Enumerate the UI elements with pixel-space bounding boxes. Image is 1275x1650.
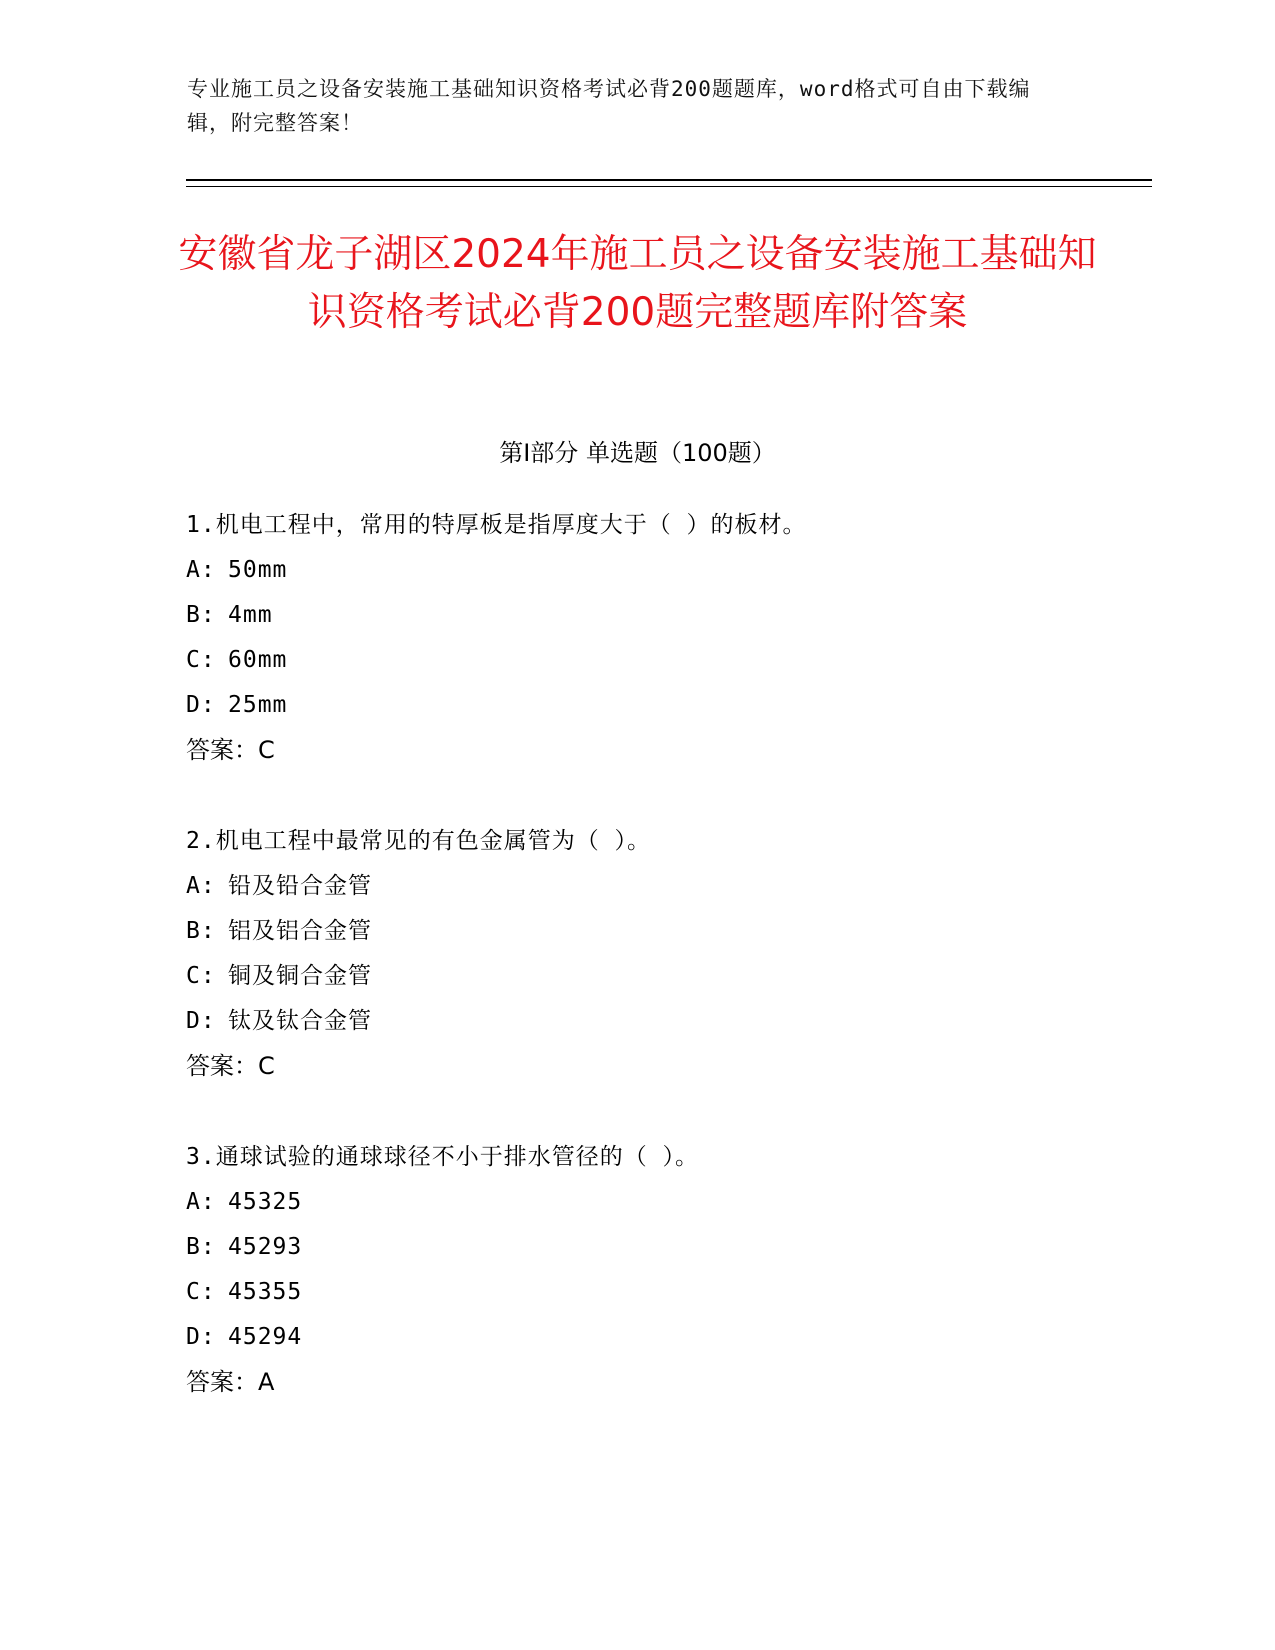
question-2 bbox=[186, 819, 1146, 1089]
option-text: 钛及钛合金管 bbox=[228, 1008, 372, 1034]
question-3 bbox=[186, 1135, 1146, 1405]
option-a bbox=[186, 864, 1146, 909]
option-text: 25mm bbox=[228, 692, 288, 718]
header-divider-thick bbox=[186, 179, 1152, 181]
document-title: 安徽省龙子湖区2024年施工员之设备安装施工基础知识资格考试必背200题完整题库附答案 bbox=[178, 232, 1097, 335]
option-d bbox=[186, 999, 1146, 1044]
option-d bbox=[186, 1315, 1146, 1360]
option-text: 50mm bbox=[228, 557, 288, 583]
section-heading: 第Ⅰ部分 单选题（100题） bbox=[499, 439, 776, 467]
answer-line: 答案：C bbox=[186, 1052, 275, 1080]
option-text: 4mm bbox=[228, 602, 273, 628]
option-letter: A: bbox=[186, 557, 216, 583]
answer-line: 答案：C bbox=[186, 736, 275, 764]
question-stem: 2.机电工程中最常见的有色金属管为（ ）。 bbox=[186, 828, 652, 854]
option-b bbox=[186, 1225, 1146, 1270]
option-c bbox=[186, 954, 1146, 999]
option-c bbox=[186, 1270, 1146, 1315]
question-1 bbox=[186, 503, 1146, 773]
option-letter: D: bbox=[186, 692, 216, 718]
option-letter: B: bbox=[186, 602, 216, 628]
option-text: 45325 bbox=[228, 1189, 303, 1215]
option-letter: B: bbox=[186, 1234, 216, 1260]
option-letter: D: bbox=[186, 1008, 216, 1034]
option-text: 铝及铝合金管 bbox=[228, 918, 372, 944]
option-text: 60mm bbox=[228, 647, 288, 673]
question-stem: 3.通球试验的通球球径不小于排水管径的（ ）。 bbox=[186, 1144, 700, 1170]
option-text: 45355 bbox=[228, 1279, 303, 1305]
header-note: 专业施工员之设备安装施工基础知识资格考试必背200题题库，word格式可自由下载编辑，附完整答案！ bbox=[187, 77, 1031, 135]
option-c bbox=[186, 638, 1146, 683]
answer-line: 答案：A bbox=[186, 1368, 275, 1396]
option-text: 45294 bbox=[228, 1324, 303, 1350]
option-letter: C: bbox=[186, 647, 216, 673]
option-letter: B: bbox=[186, 918, 216, 944]
option-letter: A: bbox=[186, 1189, 216, 1215]
option-a bbox=[186, 1180, 1146, 1225]
option-a bbox=[186, 548, 1146, 593]
header-divider-thin bbox=[186, 186, 1152, 187]
option-d bbox=[186, 683, 1146, 728]
option-letter: C: bbox=[186, 1279, 216, 1305]
option-letter: D: bbox=[186, 1324, 216, 1350]
option-letter: A: bbox=[186, 873, 216, 899]
option-text: 45293 bbox=[228, 1234, 303, 1260]
option-b bbox=[186, 593, 1146, 638]
question-stem: 1.机电工程中，常用的特厚板是指厚度大于（ ）的板材。 bbox=[186, 512, 807, 538]
option-letter: C: bbox=[186, 963, 216, 989]
option-text: 铜及铜合金管 bbox=[228, 963, 372, 989]
option-text: 铅及铅合金管 bbox=[228, 873, 372, 899]
option-b bbox=[186, 909, 1146, 954]
